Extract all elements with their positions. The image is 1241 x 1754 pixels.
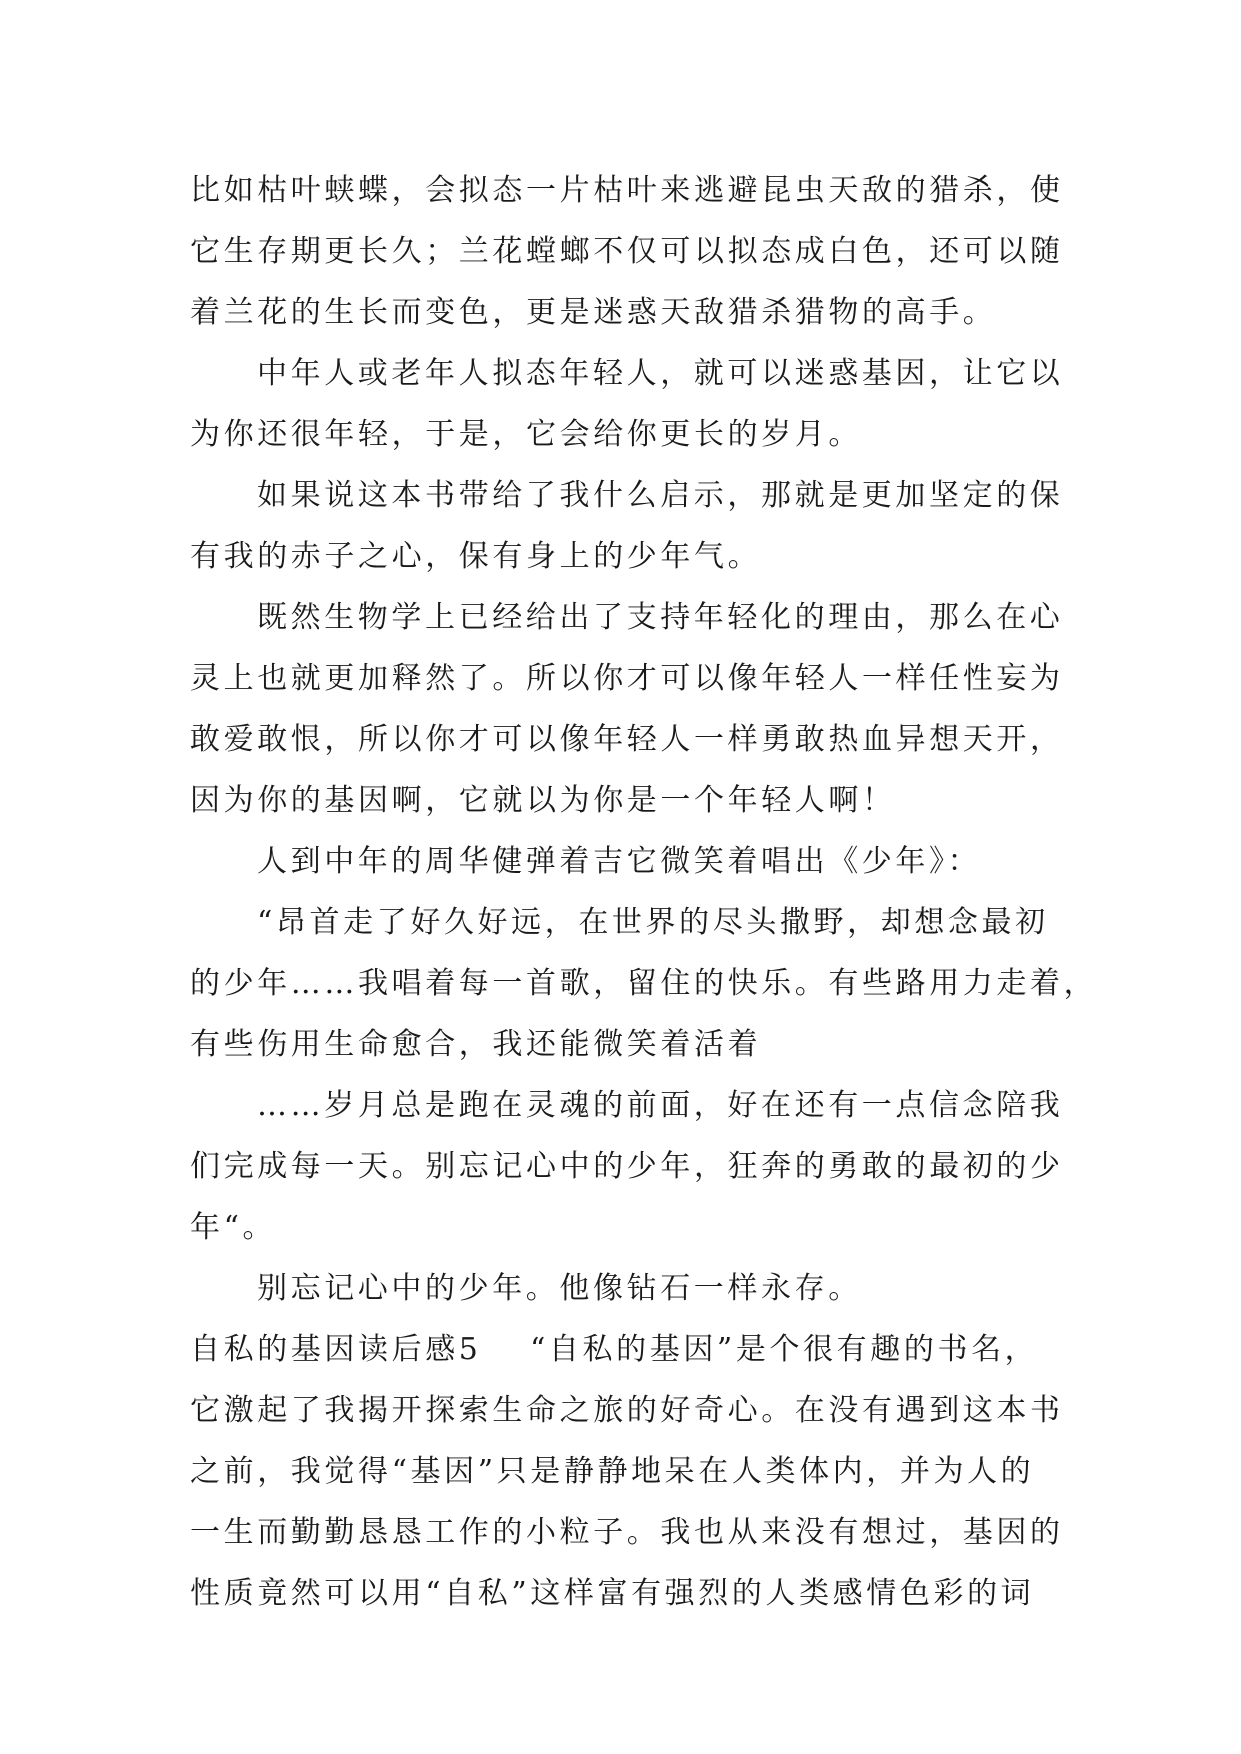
text-line-4: 中年人或老年人拟态年轻人，就可以迷惑基因，让它以 [257, 356, 1064, 391]
text-line-16: ……岁月总是跑在灵魂的前面，好在还有一点信念陪我 [257, 1088, 1064, 1123]
text-line-22: 之前，我觉得“基因”只是静静地呆在人类体内，并为人的 [190, 1454, 1035, 1489]
text-line-18: 年“。 [190, 1210, 277, 1245]
text-line-6: 如果说这本书带给了我什么启示，那就是更加坚定的保 [257, 478, 1064, 513]
section-heading: 自私的基因读后感5 [190, 1332, 482, 1367]
text-line-14: 的少年……我唱着每一首歌，留住的快乐。有些路用力走着， [190, 966, 1098, 1001]
text-line-20: “自私的基因”是个很有趣的书名， [530, 1332, 1039, 1367]
text-line-10: 敢爱敢恨，所以你才可以像年轻人一样勇敢热血异想天开， [190, 722, 1064, 757]
text-line-12: 人到中年的周华健弹着吉它微笑着唱出《少年》： [257, 844, 982, 879]
text-line-19: 别忘记心中的少年。他像钻石一样永存。 [257, 1271, 862, 1306]
text-line-8: 既然生物学上已经给出了支持年轻化的理由，那么在心 [257, 600, 1064, 635]
text-line-23: 一生而勤勤恳恳工作的小粒子。我也从来没有想过，基因的 [190, 1515, 1064, 1550]
text-line-7: 有我的赤子之心，保有身上的少年气。 [190, 539, 762, 574]
text-line-1: 比如枯叶蛱蝶，会拟态一片枯叶来逃避昆虫天敌的猎杀，使 [190, 173, 1064, 208]
text-line-21: 它激起了我揭开探索生命之旅的好奇心。在没有遇到这本书 [190, 1393, 1064, 1428]
text-line-11: 因为你的基因啊，它就以为你是一个年轻人啊！ [190, 783, 896, 818]
text-line-13: “昂首走了好久好远，在世界的尽头撒野，却想念最初 [257, 905, 1049, 940]
text-line-9: 灵上也就更加释然了。所以你才可以像年轻人一样任性妄为 [190, 661, 1064, 696]
text-line-3: 着兰花的生长而变色，更是迷惑天敌猎杀猎物的高手。 [190, 295, 997, 330]
text-line-2: 它生存期更长久；兰花螳螂不仅可以拟态成白色，还可以随 [190, 234, 1064, 269]
text-line-5: 为你还很年轻，于是，它会给你更长的岁月。 [190, 417, 862, 452]
text-line-15: 有些伤用生命愈合，我还能微笑着活着 [190, 1027, 762, 1062]
document-body [190, 160, 1098, 1624]
text-line-24: 性质竟然可以用“自私”这样富有强烈的人类感情色彩的词 [190, 1576, 1035, 1611]
text-line-17: 们完成每一天。别忘记心中的少年，狂奔的勇敢的最初的少 [190, 1149, 1064, 1184]
section-heading-line [190, 1319, 1052, 1380]
